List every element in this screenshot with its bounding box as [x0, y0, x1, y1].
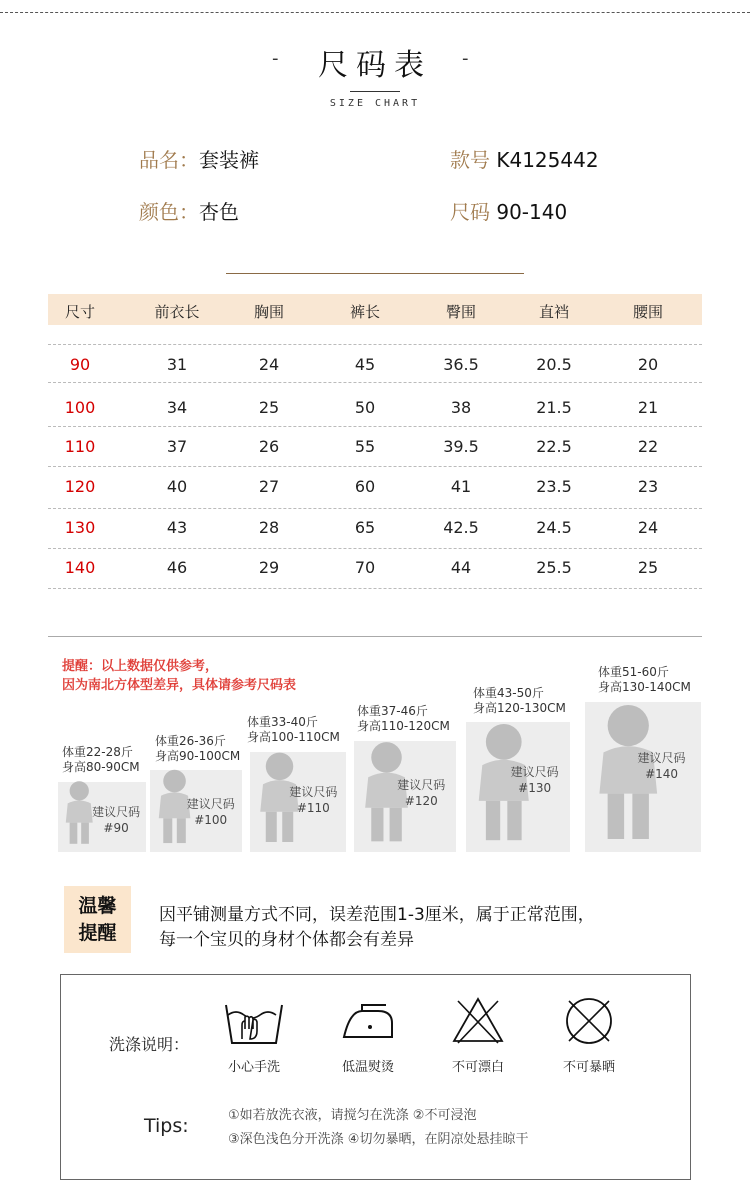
kid-stats	[598, 665, 691, 695]
notice-line-2: 因为南北方体型差异，具体请参考尺码表	[62, 678, 297, 693]
table-row-divider	[48, 508, 702, 509]
table-cell: 24	[637, 518, 659, 537]
kid-recommended-size	[89, 804, 144, 836]
table-cell: 25.5	[536, 558, 572, 577]
warm-tip-text-1: 因平铺测量方式不同，误差范围1-3厘米，属于正常范围，	[159, 905, 595, 925]
table-cell: 24.5	[536, 518, 572, 537]
kid-height: 身高120-130CM	[473, 701, 566, 715]
product-color-label: 颜色：	[139, 200, 199, 224]
kid-stats	[247, 715, 340, 745]
kid-advice-label: 建议尺码	[289, 785, 338, 799]
table-cell: 65	[354, 518, 376, 537]
tips-label: Tips:	[144, 1115, 189, 1137]
kid-size-value: #120	[404, 793, 438, 808]
table-header-cell: 臀围	[445, 303, 476, 321]
care-label: 洗涤说明：	[109, 1035, 190, 1054]
table-cell: 38	[450, 398, 472, 417]
product-name	[139, 144, 259, 173]
kid-recommended-size	[284, 784, 344, 816]
kid-advice-label: 建议尺码	[397, 777, 446, 792]
table-cell: 23.5	[536, 477, 572, 496]
kid-size-value: #110	[296, 801, 330, 815]
warm-tip-title-1: 温馨	[78, 895, 117, 917]
kid-weight: 体重33-40斤	[247, 715, 318, 729]
table-cell: 25	[637, 558, 659, 577]
page-title-block	[0, 40, 750, 84]
no-bleach-text: 不可漂白	[451, 1060, 504, 1075]
table-header-cell: 尺寸	[64, 303, 95, 321]
kid-stats	[473, 686, 566, 716]
section-divider	[226, 273, 524, 274]
product-color	[139, 196, 239, 225]
table-cell: 44	[450, 558, 472, 577]
table-header-cell: 裤长	[349, 303, 380, 321]
no-sun-dry-text: 不可暴晒	[562, 1060, 615, 1075]
top-dashed-border	[0, 12, 750, 13]
table-size-cell: 110	[64, 437, 96, 456]
table-row-divider	[48, 548, 702, 549]
table-cell: 23	[637, 477, 659, 496]
table-size-cell: 130	[64, 518, 96, 537]
table-cell: 45	[354, 355, 376, 374]
table-cell: 24	[258, 355, 280, 374]
table-cell: 34	[166, 398, 188, 417]
table-cell: 21.5	[536, 398, 572, 417]
kid-weight: 体重22-28斤	[62, 745, 133, 759]
table-cell: 31	[166, 355, 188, 374]
table-cell: 55	[354, 437, 376, 456]
low-iron-text: 低温熨烫	[341, 1060, 394, 1075]
table-row-divider	[48, 466, 702, 467]
kid-height: 身高110-120CM	[357, 719, 450, 733]
table-header-cell: 前衣长	[154, 303, 200, 321]
kid-weight: 体重43-50斤	[473, 686, 544, 700]
kid-recommended-size	[390, 777, 453, 809]
kid-stats	[357, 704, 450, 734]
warm-tip-title-2: 提醒	[78, 922, 117, 944]
page-subtitle: SIZE CHART	[329, 98, 421, 109]
kid-weight: 体重51-60斤	[598, 665, 669, 679]
table-cell: 21	[637, 398, 659, 417]
kid-size-value: #90	[103, 821, 129, 836]
kid-advice-label: 建议尺码	[637, 751, 686, 765]
title-dash-right: -	[462, 48, 469, 69]
kid-size-value: #100	[194, 813, 228, 828]
kid-size-value: #130	[518, 780, 552, 795]
table-cell: 22	[637, 437, 659, 456]
no-bleach-icon	[452, 997, 504, 1045]
kid-weight: 体重37-46斤	[357, 704, 428, 718]
table-row-divider	[48, 426, 702, 427]
title-underline	[350, 91, 400, 92]
table-row-divider	[48, 382, 702, 383]
table-cell: 20.5	[536, 355, 572, 374]
table-row-divider	[48, 344, 702, 345]
low-iron-icon	[340, 1003, 396, 1043]
table-size-cell: 100	[64, 398, 96, 417]
kid-recommended-size	[626, 750, 698, 782]
table-cell: 60	[354, 477, 376, 496]
tips-line-1: ①如若放洗衣液，请搅匀在洗涤 ②不可浸泡	[228, 1108, 477, 1123]
style-number-value: K4125442	[496, 148, 599, 172]
kid-stats	[155, 734, 240, 764]
table-header-cell: 胸围	[253, 303, 284, 321]
table-cell: 26	[258, 437, 280, 456]
page-title: 尺码表	[318, 48, 432, 83]
kid-weight: 体重26-36斤	[155, 734, 226, 748]
table-cell: 39.5	[443, 437, 479, 456]
table-cell: 70	[354, 558, 376, 577]
hand-wash-text: 小心手洗	[227, 1060, 280, 1075]
care-instructions-box	[60, 974, 691, 1180]
table-size-cell: 140	[64, 558, 96, 577]
warm-tip-text-2: 每一个宝贝的身材个体都会有差异	[159, 930, 414, 950]
hand-wash-icon	[224, 999, 284, 1047]
table-cell: 27	[258, 477, 280, 496]
table-cell: 37	[166, 437, 188, 456]
table-cell: 28	[258, 518, 280, 537]
kid-height: 身高90-100CM	[155, 749, 241, 763]
table-header-cell: 腰围	[632, 303, 663, 321]
kid-advice-label: 建议尺码	[92, 805, 141, 820]
size-range-label: 尺码	[450, 200, 490, 224]
table-size-cell: 120	[64, 477, 96, 496]
table-cell: 41	[450, 477, 472, 496]
table-cell: 22.5	[536, 437, 572, 456]
tips-line-2: ③深色浅色分开洗涤 ④切勿暴晒，在阴凉处悬挂晾干	[228, 1132, 529, 1147]
style-number-label: 款号	[450, 148, 490, 172]
style-number	[450, 144, 599, 173]
kid-recommended-size	[182, 796, 239, 828]
table-cell: 29	[258, 558, 280, 577]
kid-size-value: #140	[645, 767, 679, 781]
kid-height: 身高100-110CM	[247, 730, 340, 744]
product-color-value: 杏色	[199, 200, 239, 224]
table-cell: 25	[258, 398, 280, 417]
table-cell: 36.5	[443, 355, 479, 374]
notice-line-1: 提醒：以上数据仅供参考，	[62, 659, 219, 674]
table-cell: 42.5	[443, 518, 479, 537]
kid-stats	[62, 745, 140, 775]
table-cell: 40	[166, 477, 188, 496]
size-range-value: 90-140	[496, 200, 568, 224]
table-row-divider	[48, 588, 702, 589]
table-header-cell: 直裆	[538, 303, 569, 321]
table-cell: 20	[637, 355, 659, 374]
product-name-value: 套装裤	[199, 148, 259, 172]
kid-recommended-size	[502, 764, 566, 796]
kid-height: 身高130-140CM	[598, 680, 691, 694]
size-range	[450, 196, 567, 225]
kid-advice-label: 建议尺码	[510, 764, 559, 779]
table-cell: 46	[166, 558, 188, 577]
no-sun-dry-icon	[563, 995, 615, 1047]
kid-advice-label: 建议尺码	[186, 797, 235, 812]
warm-tip-badge	[64, 886, 131, 953]
table-cell: 43	[166, 518, 188, 537]
product-name-label: 品名：	[139, 148, 199, 172]
title-dash-left: -	[272, 48, 279, 69]
table-bottom-rule	[48, 636, 702, 637]
table-cell: 50	[354, 398, 376, 417]
kid-height: 身高80-90CM	[62, 760, 140, 774]
table-size-cell: 90	[69, 355, 91, 374]
